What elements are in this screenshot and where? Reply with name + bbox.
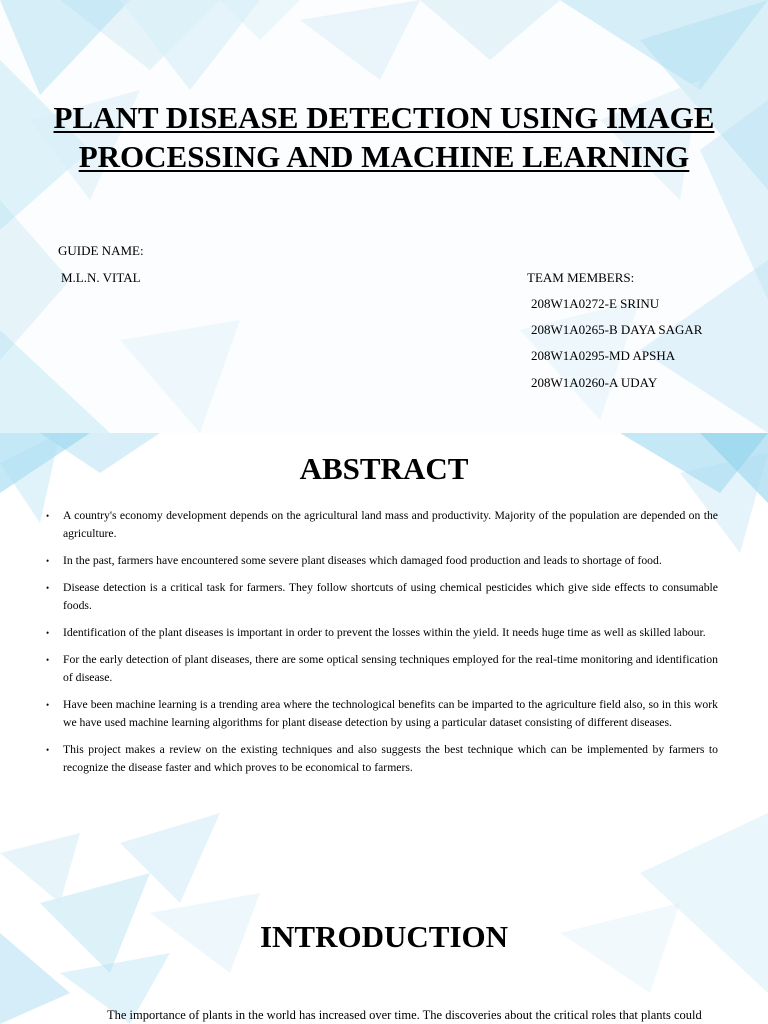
team-member: 208W1A0265-B DAYA SAGAR [531, 322, 703, 337]
abstract-bullet-list [46, 507, 718, 786]
team-member: 208W1A0295-MD APSHA [531, 348, 676, 363]
bullet-marker: • [46, 655, 50, 665]
bullet-marker: • [46, 745, 50, 755]
bullet-text: This project makes a review on the existing techniques and also suggests the best technique which can be implemented by farmers to recognize the disease faster and which proves to be economical to farmers. [63, 743, 718, 774]
title-slide [0, 0, 768, 433]
team-member: 208W1A0260-A UDAY [531, 375, 658, 390]
guide-label: GUIDE NAME: [58, 243, 144, 258]
bullet-marker: • [46, 556, 50, 566]
list-item [46, 552, 718, 570]
list-item [46, 579, 718, 615]
list-item [46, 507, 718, 543]
list-item [46, 624, 718, 642]
bullet-text: A country's economy development depends on the agricultural land mass and productivity. Majority of the population are depended on the agriculture. [63, 509, 718, 540]
bullet-text: In the past, farmers have encountered some severe plant diseases which damaged food production and leads to shortage of food. [63, 554, 662, 567]
guide-name: M.L.N. VITAL [61, 270, 141, 285]
presentation-title [0, 98, 768, 176]
title-line-1: PLANT DISEASE DETECTION USING IMAGE [53, 100, 715, 135]
abstract-heading: ABSTRACT [299, 451, 469, 486]
bullet-text: Identification of the plant diseases is important in order to prevent the losses within the yield. It needs huge time as well as skilled labour. [63, 626, 706, 639]
list-item [46, 741, 718, 777]
bullet-text: For the early detection of plant diseases, there are some optical sensing techniques employed for the real-time monitoring and identification of disease. [63, 653, 718, 684]
bullet-marker: • [46, 583, 50, 593]
list-item [46, 651, 718, 687]
bullet-marker: • [46, 628, 50, 638]
bullet-marker: • [46, 511, 50, 521]
bullet-text: Have been machine learning is a trending area where the technological benefits can be imparted to the agriculture field also, so in this work we have used machine learning algorithms for plant disease detection by using a particular dataset consisting of different diseases. [63, 698, 718, 729]
title-line-2: PROCESSING AND MACHINE LEARNING [78, 139, 690, 174]
triangle-pattern-background [0, 0, 768, 433]
team-member: 208W1A0272-E SRINU [531, 296, 660, 311]
introduction-text: The importance of plants in the world has increased over time. The discoveries about the critical roles that plants could [107, 1008, 702, 1022]
list-item [46, 696, 718, 732]
bullet-text: Disease detection is a critical task for farmers. They follow shortcuts of using chemical pesticides which give side effects to consumable foods. [63, 581, 718, 612]
team-members-label: TEAM MEMBERS: [527, 270, 635, 285]
bullet-marker: • [46, 700, 50, 710]
introduction-heading: INTRODUCTION [259, 919, 509, 954]
abstract-slide [0, 433, 768, 1024]
